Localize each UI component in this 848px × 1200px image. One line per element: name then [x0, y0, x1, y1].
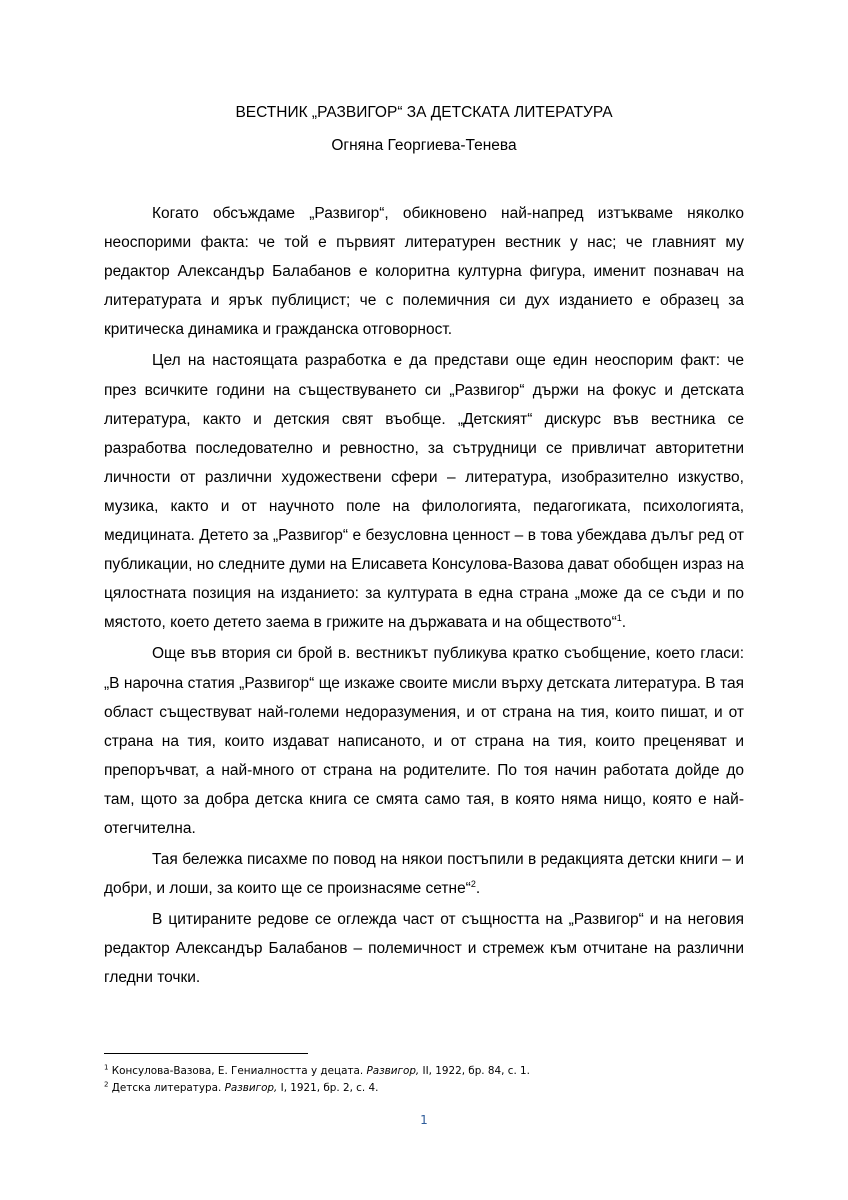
- footnote-ref-1[interactable]: 1: [616, 613, 622, 624]
- paragraph-text: Още във втория си брой в. вестникът публикува кратко съобщение, което гласи: „В нарочна статия „Развигор“ ще изкаже своите мисли върху детската литература. В тая област съществуват най-големи недоразумения, и от страна на тия, които пишат, и от страна на тия, които издават написаното, и от страна на тия, които преценяват и препоръчват, а най-много от страна на родителите. По тоя начин работата дойде до там, щото за добра детска книга се смята само тая, в която няма нищо, която е най-отегчителна.: [104, 645, 744, 837]
- footnote-source: Развигор,: [224, 1082, 278, 1094]
- footnote-2: [104, 1080, 744, 1097]
- footnote-ref-2[interactable]: 2: [470, 879, 476, 889]
- document-title: ВЕСТНИК „РАЗВИГОР“ ЗА ДЕТСКАТА ЛИТЕРАТУРА: [235, 104, 613, 121]
- document-page: [104, 0, 744, 1200]
- paragraph-end-punct: .: [475, 880, 481, 898]
- footnote-details: I, 1921, бр. 2, с. 4.: [277, 1082, 379, 1094]
- paragraph-text: Когато обсъждаме „Развигор“, обикновено най-напред изтъкваме няколко неоспорими факта: че той е първият литературен вестник у нас; че главният му редактор Александър Балабанов е колоритна културна фигура, именит познавач на литературата и ярък публицист; че с полемичния си дух изданието е образец за критическа динамика и гражданска отговорност.: [104, 205, 744, 339]
- footnote-separator: [104, 1053, 308, 1054]
- body-text: [104, 199, 744, 995]
- paragraph-end-punct: .: [621, 614, 627, 632]
- paragraph-4: [104, 845, 744, 903]
- paragraph-text: Тая бележка писахме по повод на някои постъпили в редакцията детски книги – и добри, и лоши, за които ще се произнасяме сетне“: [104, 851, 744, 898]
- paragraph-text: В цитираните редове се оглежда част от същността на „Развигор“ и на неговия редактор Александър Балабанов – полемичност и стремеж към отчитане на различни гледни точки.: [104, 911, 744, 987]
- paragraph-3: [104, 639, 744, 843]
- page-number: 1: [420, 1113, 428, 1127]
- footnote-text: Детска литература.: [108, 1082, 225, 1094]
- paragraph-1: [104, 199, 744, 344]
- footnote-source: Развигор,: [366, 1065, 420, 1077]
- paragraph-text: Цел на настоящата разработка е да представи още един неоспорим факт: че през всичките години на съществуването си „Развигор“ държи на фокус и детската литература, както и детския свят въобще. „Детският“ дискурс във вестника се разработва последователно и ревностно, за сътрудници се привличат авторитетни личности от различни художествени сфери – литература, изобразително изкуство, музика, както и от научното поле на филологията, педагогиката, психологията, медицината. Детето за „Развигор“ е безусловна ценност – в това убеждава дълъг ред от публикации, но следните думи на Елисавета Консулова-Вазова дават обобщен израз на цялостната позиция на изданието: за културата в една страна „може да се съди и по мястото, което детето заема в грижите на държавата и на обществото“: [104, 352, 744, 632]
- paragraph-5: [104, 905, 744, 992]
- footnote-details: II, 1922, бр. 84, с. 1.: [419, 1065, 530, 1077]
- footnote-text: Консулова-Вазова, Е. Гениалността у децата.: [108, 1065, 367, 1077]
- footnote-number: 2: [104, 1080, 109, 1089]
- paragraph-2: [104, 346, 744, 637]
- footnote-1: [104, 1063, 744, 1080]
- footnote-number: 1: [104, 1063, 109, 1072]
- footnotes: [104, 1063, 744, 1097]
- author-name: Огняна Георгиева-Тенева: [331, 137, 517, 154]
